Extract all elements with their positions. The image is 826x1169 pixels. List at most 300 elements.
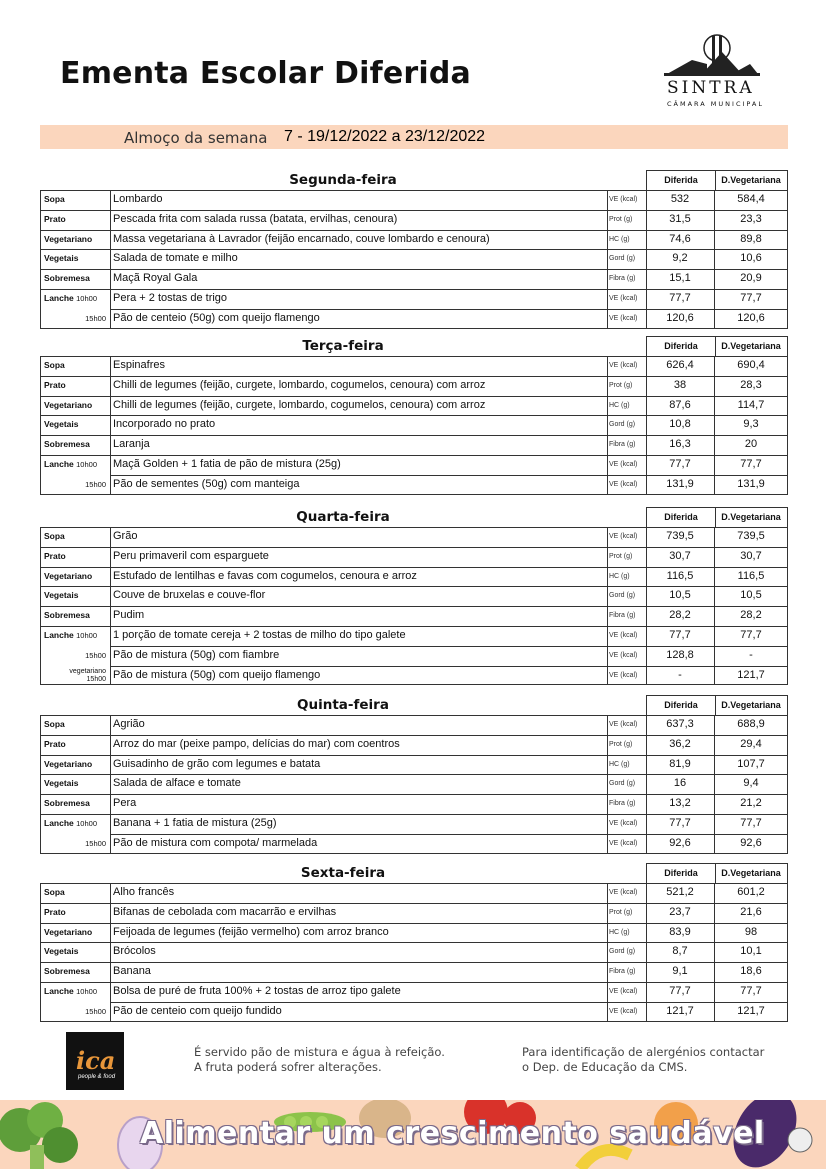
dish-name: Chilli de legumes (feijão, curgete, lombardo, cogumelos, cenoura) com arroz	[113, 398, 486, 411]
meal-category	[40, 269, 110, 289]
table-row	[40, 289, 788, 309]
value-diferida: 8,7	[672, 945, 688, 958]
category-label: Vegetais	[44, 590, 79, 601]
meal-category	[40, 249, 110, 269]
note-line: A fruta poderá sofrer alterações.	[194, 1060, 382, 1074]
table-row	[40, 455, 788, 475]
nutrient-label: VE (kcal)	[609, 362, 638, 369]
nutrition-header	[646, 170, 788, 190]
table-row	[40, 834, 788, 854]
logo-text: SINTRA	[667, 78, 755, 98]
nutrient-label: Fibra (g)	[609, 968, 636, 976]
nutrient-label: Fibra (g)	[609, 275, 636, 283]
category-label: Sopa	[44, 887, 65, 897]
col-vegetariana: D.Vegetariana	[721, 700, 781, 710]
category-label: Vegetais	[44, 419, 79, 430]
table-row	[40, 646, 788, 666]
meal-category	[40, 735, 110, 755]
table-row	[40, 666, 788, 686]
category-label: Prato	[44, 738, 66, 749]
value-diferida: -	[678, 668, 682, 681]
value-diferida: 128,8	[666, 648, 694, 661]
nutrient-label: Fibra (g)	[609, 612, 636, 620]
meal-category	[40, 774, 110, 794]
value-diferida: 637,3	[666, 718, 694, 730]
dish-name: Salada de tomate e milho	[113, 252, 238, 265]
value-vegetariana: 77,7	[740, 291, 762, 304]
meal-time: 10h00	[76, 293, 97, 303]
meal-category	[40, 567, 110, 587]
banana-icon	[580, 1150, 630, 1169]
table-row	[40, 735, 788, 755]
note-line: É servido pão de mistura e água à refeição.	[194, 1045, 445, 1059]
day-name: Quarta-feira	[296, 509, 390, 525]
dish-name: Maçã Royal Gala	[113, 272, 198, 285]
col-diferida: Diferida	[647, 171, 716, 190]
col-vegetariana: D.Vegetariana	[721, 175, 781, 185]
meal-time: 10h00	[76, 630, 97, 640]
meal-time: 15h00	[85, 838, 106, 848]
table-row	[40, 755, 788, 775]
dish-name: Maçã Golden + 1 fatia de pão de mistura (25g)	[113, 457, 341, 470]
dish-name: Banana + 1 fatia de mistura (25g)	[113, 816, 277, 829]
value-diferida: 16	[673, 777, 687, 790]
meal-category	[40, 626, 110, 646]
page-title: Ementa Escolar Diferida	[60, 56, 471, 91]
meal-category	[40, 547, 110, 567]
table-row	[40, 942, 788, 962]
value-vegetariana: 131,9	[737, 477, 765, 490]
value-diferida: 81,9	[669, 757, 691, 770]
dish-name: Salada de alface e tomate	[113, 777, 241, 790]
value-vegetariana: 690,4	[737, 359, 765, 371]
nutrient-label: Gord (g)	[609, 592, 636, 600]
value-diferida: 739,5	[666, 530, 694, 542]
note-line: o Dep. de Educação da CMS.	[522, 1060, 688, 1074]
dish-name: Brócolos	[113, 945, 156, 958]
meal-category	[40, 586, 110, 606]
nutrient-label: HC (g)	[609, 572, 630, 580]
value-vegetariana: 688,9	[737, 718, 765, 730]
meal-category	[40, 289, 110, 309]
meal-category	[40, 962, 110, 982]
value-diferida: 23,7	[669, 905, 691, 918]
value-diferida: 532	[670, 193, 690, 205]
meal-category	[40, 982, 110, 1002]
value-diferida: 121,7	[666, 1004, 694, 1017]
category-label: Lanche	[44, 458, 74, 469]
meal-category	[40, 883, 110, 903]
nutrient-label: VE (kcal)	[609, 671, 638, 679]
category-label: Sobremesa	[44, 966, 90, 977]
table-row	[40, 309, 788, 329]
col-diferida: Diferida	[647, 337, 716, 356]
category-label: Vegetariano	[44, 926, 93, 937]
nutrient-label: VE (kcal)	[609, 533, 638, 540]
ica-logo-text: ica	[76, 1046, 116, 1075]
value-diferida: 77,7	[669, 816, 691, 829]
meal-time: 10h00	[76, 818, 97, 828]
value-diferida: 131,9	[666, 477, 694, 490]
table-row	[40, 435, 788, 455]
table-row	[40, 269, 788, 289]
category-label: Prato	[44, 550, 66, 561]
nutrient-label: HC (g)	[609, 760, 630, 768]
ica-logo	[66, 1032, 124, 1090]
category-label: Sobremesa	[44, 798, 90, 809]
value-vegetariana: 29,4	[740, 737, 762, 750]
broccoli-icon	[0, 1102, 78, 1169]
category-label: Sobremesa	[44, 439, 90, 450]
meal-category	[40, 755, 110, 775]
nutrient-label: HC (g)	[609, 928, 630, 936]
value-diferida: 626,4	[666, 359, 694, 371]
dish-name: Pão de mistura (50g) com queijo flamengo	[113, 668, 321, 681]
category-label: Sopa	[44, 194, 65, 204]
value-vegetariana: 121,7	[737, 1004, 765, 1017]
col-vegetariana: D.Vegetariana	[721, 341, 781, 351]
meal-category	[40, 794, 110, 814]
meal-category	[40, 834, 110, 854]
value-vegetariana: 114,7	[737, 398, 765, 411]
value-vegetariana: -	[749, 648, 753, 661]
meal-category	[40, 396, 110, 416]
table-row	[40, 396, 788, 416]
category-label: Sobremesa	[44, 273, 90, 284]
week-dates: 7 - 19/12/2022 a 23/12/2022	[284, 128, 486, 145]
category-label: Sopa	[44, 531, 65, 541]
dish-name: Incorporado no prato	[113, 418, 216, 431]
category-label: Lanche	[44, 817, 74, 828]
category-label: Vegetariano	[44, 570, 93, 581]
table-row	[40, 356, 788, 376]
dish-name: Feijoada de legumes (feijão vermelho) com arroz branco	[113, 925, 389, 938]
dish-name: Pudim	[113, 609, 145, 622]
nutrient-label: VE (kcal)	[609, 889, 638, 896]
meal-time: 10h00	[76, 459, 97, 469]
value-vegetariana: 107,7	[737, 757, 765, 770]
nutrient-label: VE (kcal)	[609, 1007, 638, 1015]
meal-category	[40, 942, 110, 962]
col-diferida: Diferida	[647, 508, 716, 527]
nutrient-label: HC (g)	[609, 235, 630, 243]
dish-name: Arroz do mar (peixe pampo, delícias do mar) com coentros	[113, 737, 400, 750]
category-label: Vegetariano	[44, 233, 93, 244]
table-row	[40, 982, 788, 1002]
value-diferida: 15,1	[669, 272, 691, 285]
menu-table	[40, 527, 788, 685]
value-vegetariana: 21,6	[740, 905, 762, 918]
dish-name: Pera + 2 tostas de trigo	[113, 291, 228, 304]
dish-name: Agrião	[113, 718, 145, 730]
footer-note-allergens	[522, 1045, 764, 1075]
col-diferida: Diferida	[647, 696, 716, 715]
meal-category	[40, 903, 110, 923]
footer-note-bread	[194, 1045, 445, 1075]
nutrition-header	[646, 695, 788, 715]
table-row	[40, 715, 788, 735]
value-vegetariana: 116,5	[737, 569, 765, 582]
value-vegetariana: 20	[744, 438, 758, 451]
value-vegetariana: 28,3	[740, 378, 762, 391]
category-label: Prato	[44, 379, 66, 390]
meal-time: 15h00	[85, 1006, 106, 1016]
meal-category	[40, 527, 110, 547]
nutrient-label: Fibra (g)	[609, 441, 636, 449]
table-row	[40, 626, 788, 646]
nutrient-label: Prot (g)	[609, 740, 633, 748]
value-diferida: 10,5	[669, 589, 691, 602]
menu-table	[40, 356, 788, 495]
value-diferida: 77,7	[669, 984, 691, 997]
table-row	[40, 903, 788, 923]
category-label: vegetariano	[69, 667, 106, 675]
nutrition-header	[646, 863, 788, 883]
category-label: Lanche	[44, 292, 74, 303]
nutrient-label: VE (kcal)	[609, 721, 638, 728]
meal-time: 15h00	[85, 650, 106, 660]
table-row	[40, 567, 788, 587]
value-diferida: 83,9	[669, 925, 691, 938]
week-banner	[40, 125, 788, 149]
value-vegetariana: 30,7	[740, 549, 762, 562]
category-label: Vegetais	[44, 778, 79, 789]
table-row	[40, 1002, 788, 1022]
nutrient-label: Prot (g)	[609, 908, 633, 916]
value-vegetariana: 18,6	[740, 965, 762, 978]
category-label: Vegetais	[44, 946, 79, 957]
meal-category	[40, 715, 110, 735]
value-diferida: 30,7	[669, 549, 691, 562]
category-label: Vegetariano	[44, 758, 93, 769]
table-row	[40, 249, 788, 269]
value-diferida: 74,6	[669, 232, 691, 245]
meal-category	[40, 1002, 110, 1022]
table-row	[40, 376, 788, 396]
meal-category	[40, 309, 110, 329]
meal-category	[40, 606, 110, 626]
nutrient-label: VE (kcal)	[609, 631, 638, 639]
value-vegetariana: 77,7	[740, 457, 762, 470]
value-diferida: 38	[673, 378, 687, 391]
meal-category	[40, 814, 110, 834]
value-vegetariana: 9,4	[743, 777, 759, 790]
value-diferida: 521,2	[666, 886, 694, 898]
menu-table	[40, 190, 788, 329]
category-label: Sobremesa	[44, 610, 90, 621]
value-diferida: 16,3	[669, 438, 691, 451]
table-row	[40, 190, 788, 210]
col-vegetariana: D.Vegetariana	[721, 512, 781, 522]
week-label: Almoço da semana	[124, 129, 268, 147]
meal-category	[40, 455, 110, 475]
meal-time: 10h00	[76, 986, 97, 996]
dish-name: Grão	[113, 530, 138, 542]
value-diferida: 116,5	[666, 569, 694, 582]
meal-category	[40, 415, 110, 435]
dish-name: Pão de sementes (50g) com manteiga	[113, 477, 300, 490]
dish-name: Laranja	[113, 438, 150, 451]
value-vegetariana: 28,2	[740, 609, 762, 622]
table-row	[40, 794, 788, 814]
dish-name: Alho francês	[113, 886, 175, 898]
nutrition-header	[646, 336, 788, 356]
dish-name: Pão de mistura (50g) com fiambre	[113, 648, 280, 661]
dish-name: Couve de bruxelas e couve-flor	[113, 589, 266, 602]
nutrient-label: VE (kcal)	[609, 651, 638, 659]
nutrient-label: Prot (g)	[609, 381, 633, 389]
day-name: Quinta-feira	[297, 697, 389, 713]
nutrient-label: Prot (g)	[609, 215, 633, 223]
value-vegetariana: 23,3	[740, 212, 762, 225]
meal-category	[40, 666, 110, 686]
value-diferida: 10,8	[669, 418, 691, 431]
palace-icon	[662, 30, 762, 80]
dish-name: Massa vegetariana à Lavrador (feijão encarnado, couve lombardo e cenoura)	[113, 232, 490, 245]
category-label: Prato	[44, 906, 66, 917]
dish-name: Guisadinho de grão com legumes e batata	[113, 757, 321, 770]
category-label: Lanche	[44, 985, 74, 996]
value-vegetariana: 21,2	[740, 797, 762, 810]
value-vegetariana: 10,6	[740, 252, 762, 265]
nutrient-label: VE (kcal)	[609, 839, 638, 847]
note-line: Para identificação de alergénios contactar	[522, 1045, 765, 1059]
nutrient-label: VE (kcal)	[609, 196, 638, 203]
menu-table	[40, 883, 788, 1022]
meal-category	[40, 646, 110, 666]
table-row	[40, 923, 788, 943]
table-row	[40, 210, 788, 230]
meal-category	[40, 190, 110, 210]
nutrient-label: VE (kcal)	[609, 480, 638, 488]
table-row	[40, 774, 788, 794]
value-diferida: 36,2	[669, 737, 691, 750]
value-vegetariana: 77,7	[740, 984, 762, 997]
table-row	[40, 814, 788, 834]
dish-name: Estufado de lentilhas e favas com cogumelos, cenoura e arroz	[113, 569, 417, 582]
meal-time: 15h00	[85, 313, 106, 323]
value-vegetariana: 92,6	[740, 836, 762, 849]
dish-name: Bifanas de cebolada com macarrão e ervilhas	[113, 905, 337, 918]
nutrient-label: Fibra (g)	[609, 800, 636, 808]
value-vegetariana: 120,6	[737, 311, 765, 324]
dish-name: 1 porção de tomate cereja + 2 tostas de milho do tipo galete	[113, 628, 406, 641]
nutrient-label: Prot (g)	[609, 552, 633, 560]
table-row	[40, 606, 788, 626]
meal-time: 15h00	[86, 675, 106, 683]
category-label: Prato	[44, 213, 66, 224]
value-diferida: 13,2	[669, 797, 691, 810]
col-diferida: Diferida	[647, 864, 716, 883]
dish-name: Pescada frita com salada russa (batata, ervilhas, cenoura)	[113, 212, 398, 225]
meal-category	[40, 435, 110, 455]
table-row	[40, 586, 788, 606]
nutrient-label: Gord (g)	[609, 780, 636, 788]
value-vegetariana: 89,8	[740, 232, 762, 245]
table-row	[40, 527, 788, 547]
nutrient-label: HC (g)	[609, 401, 630, 409]
value-diferida: 28,2	[669, 609, 691, 622]
category-label: Vegetais	[44, 253, 79, 264]
table-row	[40, 230, 788, 250]
value-diferida: 77,7	[669, 457, 691, 470]
nutrient-label: Gord (g)	[609, 255, 636, 263]
dish-name: Pão de mistura com compota/ marmelada	[113, 836, 318, 849]
value-vegetariana: 98	[744, 925, 758, 938]
meal-category	[40, 356, 110, 376]
dish-name: Lombardo	[113, 193, 163, 205]
meal-category	[40, 210, 110, 230]
value-diferida: 77,7	[669, 628, 691, 641]
nutrient-label: VE (kcal)	[609, 294, 638, 302]
value-vegetariana: 77,7	[740, 628, 762, 641]
table-row	[40, 883, 788, 903]
value-vegetariana: 20,9	[740, 272, 762, 285]
nutrient-label: VE (kcal)	[609, 460, 638, 468]
nutrient-label: VE (kcal)	[609, 987, 638, 995]
value-vegetariana: 584,4	[737, 193, 765, 205]
dish-name: Bolsa de puré de fruta 100% + 2 tostas de arroz tipo galete	[113, 984, 401, 997]
col-vegetariana: D.Vegetariana	[721, 868, 781, 878]
category-label: Sopa	[44, 360, 65, 370]
category-label: Vegetariano	[44, 399, 93, 410]
category-label: Lanche	[44, 629, 74, 640]
value-vegetariana: 739,5	[737, 530, 765, 542]
day-name: Segunda-feira	[289, 172, 397, 188]
meal-category	[40, 475, 110, 495]
value-vegetariana: 10,1	[740, 945, 762, 958]
nutrient-label: Gord (g)	[609, 948, 636, 956]
nutrition-header	[646, 507, 788, 527]
value-vegetariana: 601,2	[737, 886, 765, 898]
category-label: Sopa	[44, 719, 65, 729]
table-row	[40, 962, 788, 982]
value-vegetariana: 10,5	[740, 589, 762, 602]
nutrient-label: VE (kcal)	[609, 819, 638, 827]
value-diferida: 31,5	[669, 212, 691, 225]
dish-name: Espinafres	[113, 359, 165, 371]
meal-category	[40, 376, 110, 396]
value-vegetariana: 77,7	[740, 816, 762, 829]
meal-category	[40, 923, 110, 943]
meal-time: 15h00	[85, 479, 106, 489]
day-name: Sexta-feira	[300, 865, 386, 881]
dish-name: Pera	[113, 797, 137, 810]
value-diferida: 77,7	[669, 291, 691, 304]
day-name: Terça-feira	[302, 338, 384, 354]
value-vegetariana: 9,3	[743, 418, 759, 431]
table-row	[40, 415, 788, 435]
table-row	[40, 475, 788, 495]
value-diferida: 9,2	[672, 252, 688, 265]
dish-name: Banana	[113, 965, 151, 978]
table-row	[40, 547, 788, 567]
menu-table	[40, 715, 788, 854]
value-vegetariana: 121,7	[737, 668, 765, 681]
logo-subtext: CÂMARA MUNICIPAL	[667, 100, 764, 108]
dish-name: Pão de centeio com queijo fundido	[113, 1004, 282, 1017]
ica-tagline: people & food	[78, 1074, 116, 1080]
nutrient-label: VE (kcal)	[609, 314, 638, 322]
value-diferida: 87,6	[669, 398, 691, 411]
value-diferida: 92,6	[669, 836, 691, 849]
meal-category	[40, 230, 110, 250]
dish-name: Peru primaveril com esparguete	[113, 549, 269, 562]
value-diferida: 120,6	[666, 311, 694, 324]
nutrient-label: Gord (g)	[609, 421, 636, 429]
dish-name: Pão de centeio (50g) com queijo flamengo	[113, 311, 320, 324]
slogan: Alimentar um crescimento saudável	[140, 1116, 765, 1151]
